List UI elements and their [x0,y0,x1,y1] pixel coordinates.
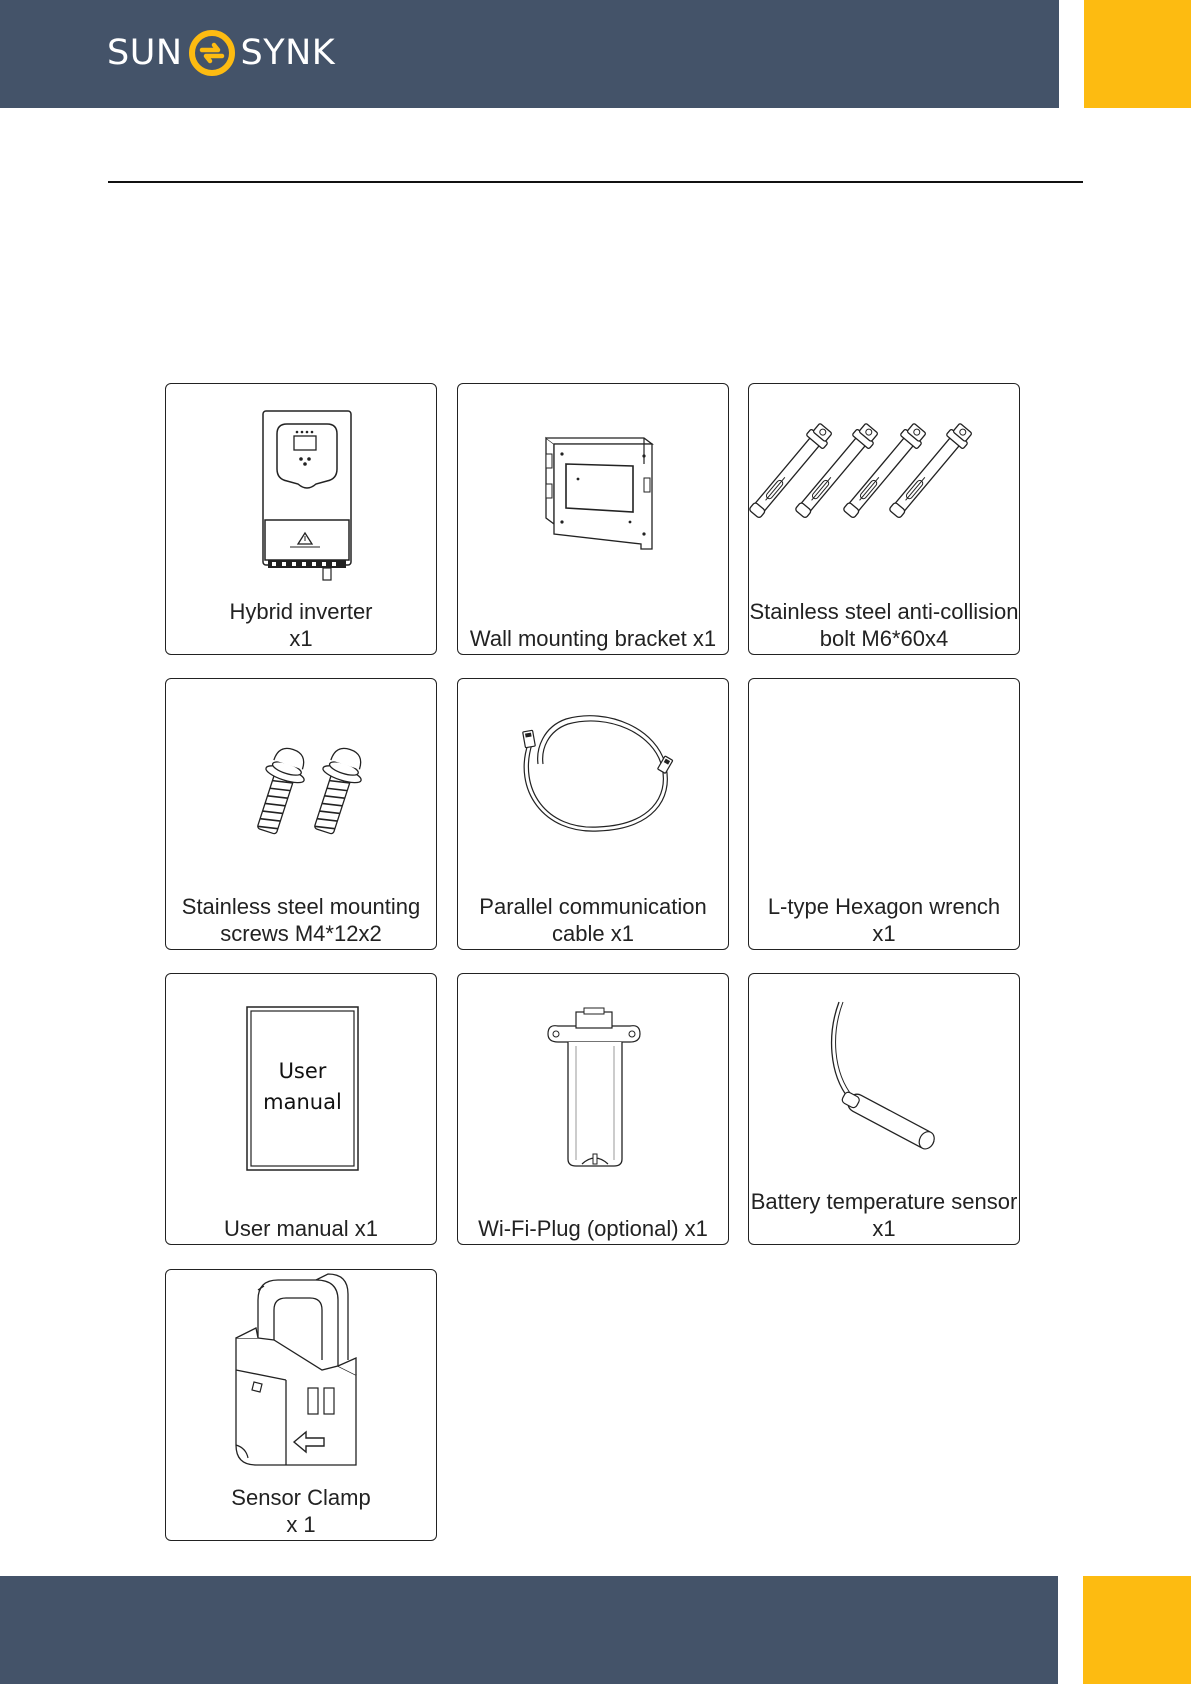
header-rule [108,181,1083,183]
footer-bar [0,1576,1058,1684]
manual-cover-line: User [278,1059,327,1083]
item-caption [458,893,728,947]
item-card-mounting-screws [165,678,437,950]
item-image-hex-wrench [749,679,1019,879]
item-caption [458,625,728,652]
item-card-hex-wrench [748,678,1020,950]
item-caption-line: Stainless steel anti-collision [749,599,1019,624]
item-caption [166,1484,436,1538]
item-caption-line: Stainless steel mounting [181,894,421,919]
bolt-icon [749,384,1019,584]
footer-accent [1083,1576,1191,1684]
sunsynk-logo-icon [188,28,236,78]
item-caption-line: User manual x1 [223,1216,379,1241]
item-caption [166,1215,436,1242]
item-card-sensor-clamp [165,1269,437,1541]
item-caption [749,598,1019,652]
item-caption-line: x1 [872,921,896,946]
item-caption-line: Wi-Fi-Plug (optional) x1 [478,1216,708,1241]
item-caption-line: x 1 [286,1512,316,1537]
manual-icon [166,974,436,1174]
temperature-sensor-icon [749,974,1019,1174]
brand-name-left: SUN [107,33,183,73]
item-caption-line: Parallel communication [479,894,707,919]
item-caption-line: x1 [872,1216,896,1241]
item-card-temp-sensor [748,973,1020,1245]
screw-icon [166,679,436,879]
bracket-icon [458,384,728,584]
item-caption-line: L-type Hexagon wrench [767,894,1001,919]
item-caption-line: Wall mounting bracket x1 [469,626,717,651]
item-card-hybrid-inverter [165,383,437,655]
brand-logo [107,26,335,80]
item-caption-line: bolt M6*60x4 [819,626,949,651]
item-card-anti-collision-bolt [748,383,1020,655]
item-caption [166,598,436,652]
item-caption [749,1188,1019,1242]
item-caption [458,1215,728,1242]
sensor-clamp-icon [166,1270,436,1470]
item-card-user-manual [165,973,437,1245]
item-caption-line: cable x1 [552,921,634,946]
header-accent [1084,0,1191,108]
item-caption [749,893,1019,947]
manual-cover-line: manual [263,1090,342,1114]
item-caption-line: Battery temperature sensor [750,1189,1018,1214]
item-caption-line: x1 [289,626,313,651]
inverter-icon [166,384,436,584]
manual-cover-title [251,1056,354,1118]
item-caption-line: Hybrid inverter [229,599,373,624]
item-caption-line: screws M4*12x2 [220,921,382,946]
item-card-wall-bracket [457,383,729,655]
cable-icon [458,679,728,879]
item-caption [166,893,436,947]
wifi-plug-icon [458,974,728,1174]
item-card-parallel-cable [457,678,729,950]
brand-name-right: SYNK [240,33,336,73]
item-card-wifi-plug [457,973,729,1245]
item-caption-line: Sensor Clamp [231,1485,371,1510]
